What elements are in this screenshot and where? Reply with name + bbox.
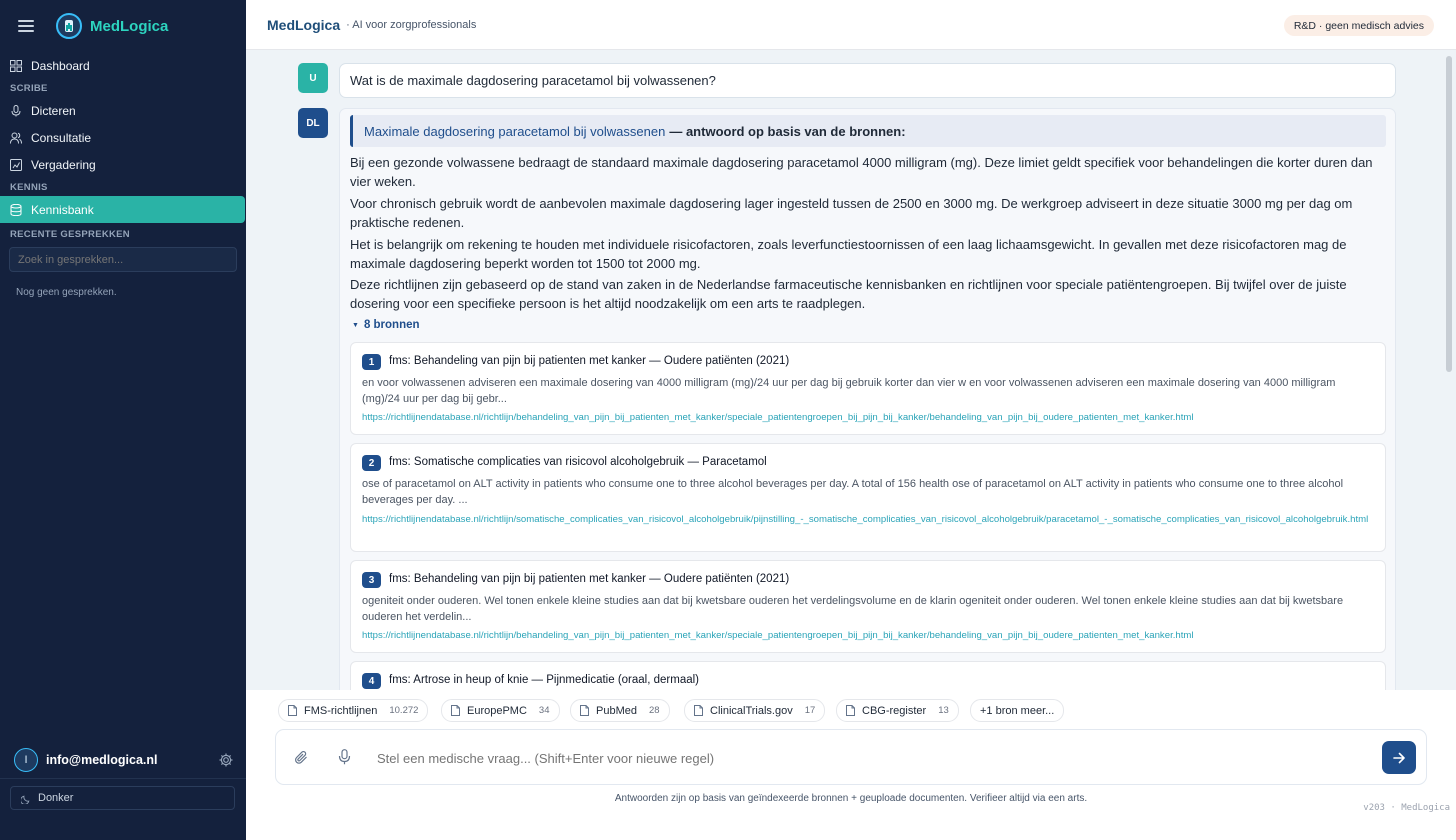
nav-item-dashboard[interactable] [0, 52, 246, 79]
chip-count: 17 [804, 705, 816, 716]
main-area [246, 0, 1456, 840]
database-icon [10, 204, 22, 216]
sidebar [0, 0, 246, 840]
empty-conversations-text: Nog geen gesprekken. [16, 287, 117, 298]
sources-toggle[interactable] [352, 319, 420, 331]
microphone-icon [10, 105, 22, 117]
gear-icon[interactable] [218, 752, 234, 768]
conversation-search-input[interactable] [9, 247, 237, 272]
chip-count: 13 [938, 705, 949, 716]
answer-paragraph: Bij een gezonde volwassene bedraagt de standaard maximale dagdosering paracetamol 4000 milligram (mg). Deze limiet geldt specifiek voor behandelingen die korter duren dan vier weken. [350, 155, 1373, 189]
chip-label: EuropePMC [467, 704, 527, 717]
source-card [350, 342, 1386, 435]
answer-heading [350, 115, 1386, 147]
chip-label: FMS-richtlijnen [304, 704, 378, 717]
source-number: 1 [362, 354, 381, 370]
section-label-scribe: SCRIBE [10, 82, 48, 94]
users-icon [10, 132, 22, 144]
sources-toggle-label: 8 bronnen [363, 319, 420, 331]
chip-count: 10.272 [389, 705, 419, 716]
nav-item-consultatie[interactable] [0, 124, 246, 151]
document-icon [694, 705, 703, 716]
source-title: fms: Somatische complicaties van risicovol alcoholgebruik — Paracetamol [389, 456, 767, 468]
user-question: Wat is de maximale dagdosering paracetamol bij volwassenen? [339, 63, 1396, 98]
scrollbar[interactable] [1446, 50, 1452, 690]
sidebar-divider [0, 778, 246, 779]
source-title: fms: Artrose in heup of knie — Pijnmedicatie (oraal, dermaal) [389, 674, 699, 686]
moon-icon [21, 793, 32, 804]
source-title: fms: Behandeling van pijn bij patienten met kanker — Oudere patiënten (2021) [389, 573, 790, 585]
section-label-kennis: KENNIS [10, 181, 48, 193]
disclaimer-footnote: Antwoorden zijn op basis van geïndexeerde bronnen + geuploade documenten. Verifieer altijd via een arts. [614, 793, 1088, 804]
sidebar-header [0, 0, 246, 52]
theme-toggle-button[interactable] [10, 786, 235, 810]
answer-topic: Maximale dagdosering paracetamol bij volwassenen [364, 123, 666, 139]
page-subtitle: · AI voor zorgprofessionals [346, 18, 477, 31]
corpus-chip[interactable] [570, 699, 670, 722]
question-composer [275, 729, 1427, 785]
corpus-chip[interactable] [441, 699, 560, 722]
nav-item-kennisbank[interactable] [0, 196, 245, 223]
scrollbar-thumb[interactable] [1446, 56, 1452, 372]
logo-icon [56, 13, 82, 39]
user-message-badge: U [298, 63, 328, 93]
source-number: 4 [362, 673, 381, 689]
chip-count: 28 [648, 705, 660, 716]
caret-down-icon: ▼ [352, 321, 359, 329]
page-title: MedLogica [267, 16, 341, 33]
answer-paragraph: Voor chronisch gebruik wordt de aanbevolen maximale dagdosering lager ingesteld tussen de 2500 en 3000 mg. De werkgroep adviseert in deze situatie 3000 mg per dag om praktische redenen. [350, 196, 1353, 230]
microphone-icon[interactable] [338, 749, 351, 765]
section-label-recent: RECENTE GESPREKKEN [10, 228, 130, 240]
nav-label: Vergadering [31, 157, 96, 172]
presentation-icon [10, 159, 22, 171]
source-card [350, 661, 1386, 690]
top-bar [246, 0, 1456, 50]
menu-icon[interactable] [18, 20, 34, 32]
theme-label: Donker [38, 792, 74, 804]
source-card [350, 560, 1386, 653]
arrow-right-icon [1392, 751, 1406, 765]
user-email: info@medlogica.nl [46, 753, 158, 767]
document-icon [846, 705, 855, 716]
chip-count: 34 [538, 705, 550, 716]
source-title: fms: Behandeling van pijn bij patienten met kanker — Oudere patiënten (2021) [389, 355, 790, 367]
source-card [350, 443, 1386, 552]
conversation-panel[interactable] [246, 50, 1446, 690]
source-link[interactable]: https://richtlijnendatabase.nl/richtlijn/somatische_complicaties_van_risicovol_alcoholgebruik/pijnstilling_-_somatische_complicaties_van_risicovol_alcoholgebruik/paracetamol_-_somatische_complicaties_van_risicovol_alcoholgebruik.html [362, 514, 1369, 525]
answer-paragraph: Deze richtlijnen zijn gebaseerd op de stand van zaken in de Nederlandse farmaceutische kennisbanken en richtlijnen voor speciale patiëntengroepen. Bij twijfel over de juiste dosering voor een specifieke persoon is het altijd noodzakelijk om een arts te raadplegen. [350, 277, 1347, 311]
avatar: I [14, 748, 38, 772]
nav-item-vergadering[interactable] [0, 151, 246, 178]
send-button[interactable] [1382, 741, 1416, 774]
paperclip-icon[interactable] [294, 750, 309, 765]
assistant-message-badge: DL [298, 108, 328, 138]
corpus-chip[interactable] [836, 699, 959, 722]
question-input[interactable] [377, 748, 1367, 768]
version-label: v203 · MedLogica [1363, 803, 1450, 813]
document-icon [580, 705, 589, 716]
disclaimer-badge: R&D · geen medisch advies [1284, 15, 1434, 36]
chip-label: CBG-register [862, 704, 927, 717]
source-snippet: en voor volwassenen adviseren een maximale dosering van 4000 milligram (mg)/24 uur per dag bij gebruik korter dan vier w en voor volwassenen adviseren een maximale dosering van 4000 milligram (mg)/24 uur per dag bij gebr... [362, 377, 1336, 405]
more-sources-chip[interactable] [970, 699, 1064, 722]
nav-label: Consultatie [31, 130, 92, 145]
source-number: 2 [362, 455, 381, 471]
brand-name: MedLogica [90, 17, 169, 35]
source-link[interactable]: https://richtlijnendatabase.nl/richtlijn/behandeling_van_pijn_bij_patienten_met_kanker/speciale_patientengroepen_bij_pijn_bij_kanker/behandeling_van_pijn_bij_oudere_patienten_met_kanker.html [362, 412, 1194, 423]
user-profile[interactable] [14, 748, 234, 772]
chip-label: ClinicalTrials.gov [710, 704, 793, 717]
answer-paragraph: Het is belangrijk om rekening te houden met individuele risicofactoren, zoals leverfunctiestoornissen of een laag lichaamsgewicht. In gevallen met deze risicofactoren mag de maximale dagdosering beperkt worden tot 1500 tot 2000 mg. [350, 237, 1347, 271]
dashboard-icon [10, 60, 22, 72]
corpus-chip[interactable] [684, 699, 825, 722]
nav-label: Dicteren [31, 103, 76, 118]
document-icon [451, 705, 460, 716]
nav-label: Kennisbank [31, 202, 94, 217]
corpus-chip[interactable] [278, 699, 428, 722]
source-snippet: ose of paracetamol on ALT activity in patients who consume one to three alcohol beverages per day. A total of 156 health ose of paracetamol on ALT activity in patients who consume one to three alcohol beverages per day. ... [362, 478, 1344, 506]
chip-label: +1 bron meer... [980, 704, 1055, 717]
composer-area [246, 690, 1456, 840]
answer-heading-text: — antwoord op basis van de bronnen: [669, 123, 906, 139]
nav-label: Dashboard [31, 58, 90, 73]
document-icon [288, 705, 297, 716]
source-link[interactable]: https://richtlijnendatabase.nl/richtlijn/behandeling_van_pijn_bij_patienten_met_kanker/speciale_patientengroepen_bij_pijn_bij_kanker/behandeling_van_pijn_bij_oudere_patienten_met_kanker.html [362, 630, 1194, 641]
assistant-answer [339, 108, 1396, 690]
nav-item-dicteren[interactable] [0, 97, 246, 124]
source-number: 3 [362, 572, 381, 588]
source-snippet: ogeniteit onder ouderen. Wel tonen enkele kleine studies aan dat bij kwetsbare ouderen het verdelingsvolume en de klarin ogeniteit onder ouderen. Wel tonen enkele kleine studies aan dat bij kwetsbare ouderen het verdelin... [362, 595, 1344, 623]
chip-label: PubMed [596, 704, 637, 717]
